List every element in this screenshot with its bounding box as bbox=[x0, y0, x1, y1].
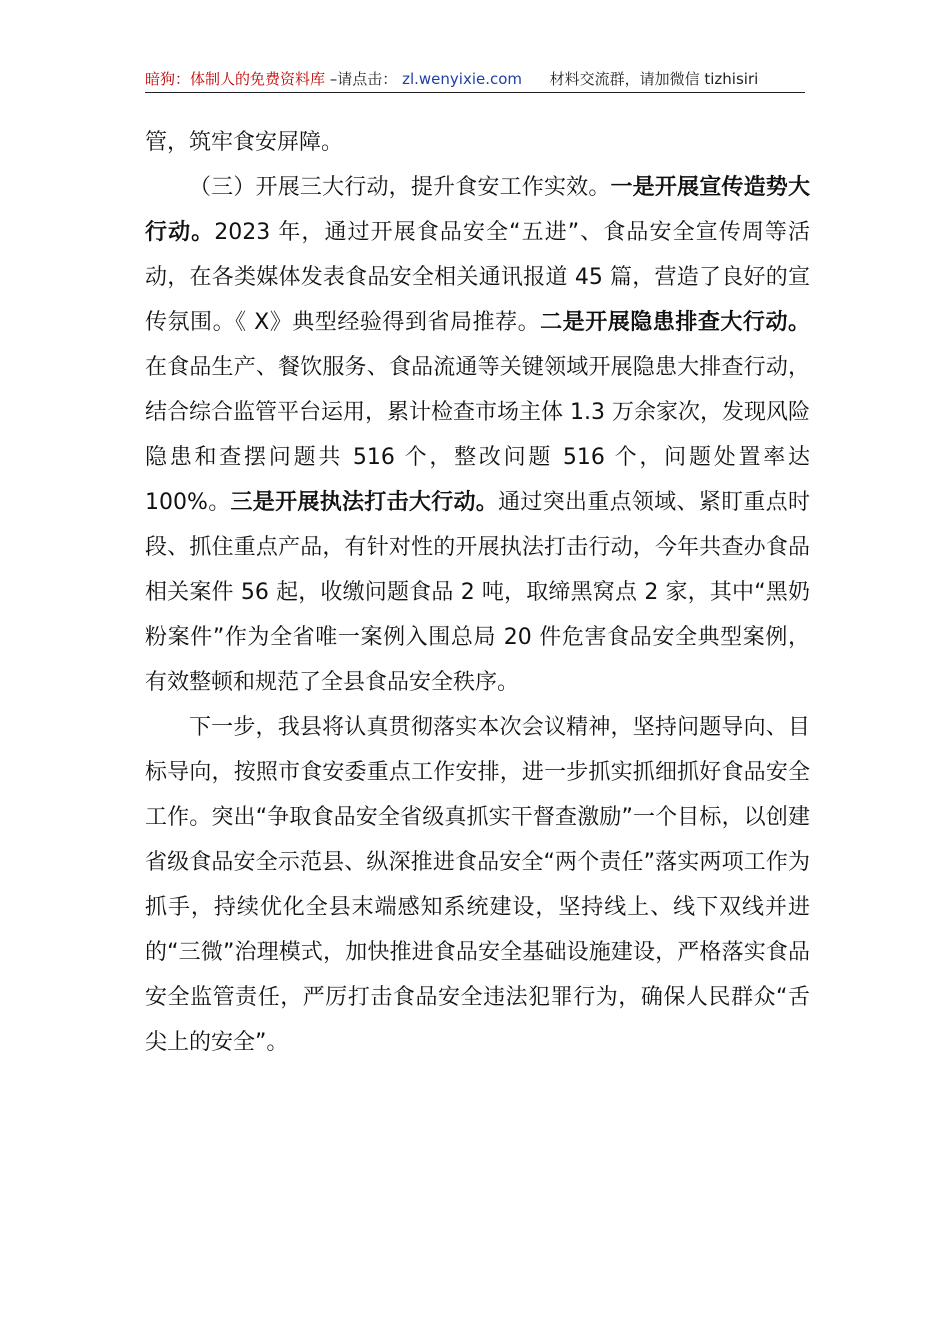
paragraph-1-text: 管，筑牢食安屏障。 bbox=[145, 130, 344, 155]
header-contact: 材料交流群，请加微信 tizhisiri bbox=[549, 70, 759, 88]
document-body bbox=[145, 120, 810, 1065]
page-header bbox=[145, 68, 805, 93]
paragraph-continuation bbox=[145, 120, 810, 165]
header-link[interactable]: zl.wenyixie.com bbox=[402, 70, 523, 88]
action-1-text: 2023 年，通过开展食品安全“五进”、食品安全宣传周等活动，在各类媒体发表食品安全相关通讯报道 45 篇，营造了良好的宣传氛围。《 X》典型经验得到省局推荐。 bbox=[145, 220, 810, 335]
action-2-text: 在食品生产、餐饮服务、食品流通等关键领域开展隐患大排查行动，结合综合监管平台运用，累计检查市场主体 1.3 万余家次，发现风险隐患和查摆问题共 516 个，整改问题 516 个，问题处置率达 100%。 bbox=[145, 355, 810, 515]
action-2-heading: 二是开展隐患排查大行动。 bbox=[540, 310, 810, 335]
paragraph-3-text: 下一步，我县将认真贯彻落实本次会议精神，坚持问题导向、目标导向，按照市食安委重点工作安排，进一步抓实抓细抓好食品安全工作。突出“争取食品安全省级真抓实干督查激励”一个目标，以创建省级食品安全示范县、纵深推进食品安全“两个责任”落实两项工作为抓手，持续优化全县末端感知系统建设，坚持线上、线下双线并进的“三微”治理模式，加快推进食品安全基础设施建设，严格落实食品安全监管责任，严厉打击食品安全违法犯罪行为，确保人民群众“舌尖上的安全”。 bbox=[145, 715, 810, 1055]
action-1-heading: 一是开展宣传造势大行动。 bbox=[145, 175, 810, 245]
paragraph-2-intro: （三）开展三大行动，提升食安工作实效。 bbox=[189, 175, 611, 200]
action-3-heading: 三是开展执法打击大行动。 bbox=[230, 490, 499, 515]
action-3-text: 通过突出重点领域、紧盯重点时段、抓住重点产品，有针对性的开展执法打击行动，今年共查办食品相关案件 56 起，收缴问题食品 2 吨，取缔黑窝点 2 家，其中“黑奶粉案件”作为全省唯一案例入围总局 20 件危害食品安全典型案例，有效整顿和规范了全县食品安全秩序。 bbox=[145, 490, 810, 695]
paragraph-three-actions bbox=[145, 165, 810, 705]
header-brand: 暗狗：体制人的免费资料库 bbox=[145, 70, 326, 88]
paragraph-next-steps bbox=[145, 705, 810, 1065]
header-prompt: –请点击： bbox=[329, 70, 398, 88]
